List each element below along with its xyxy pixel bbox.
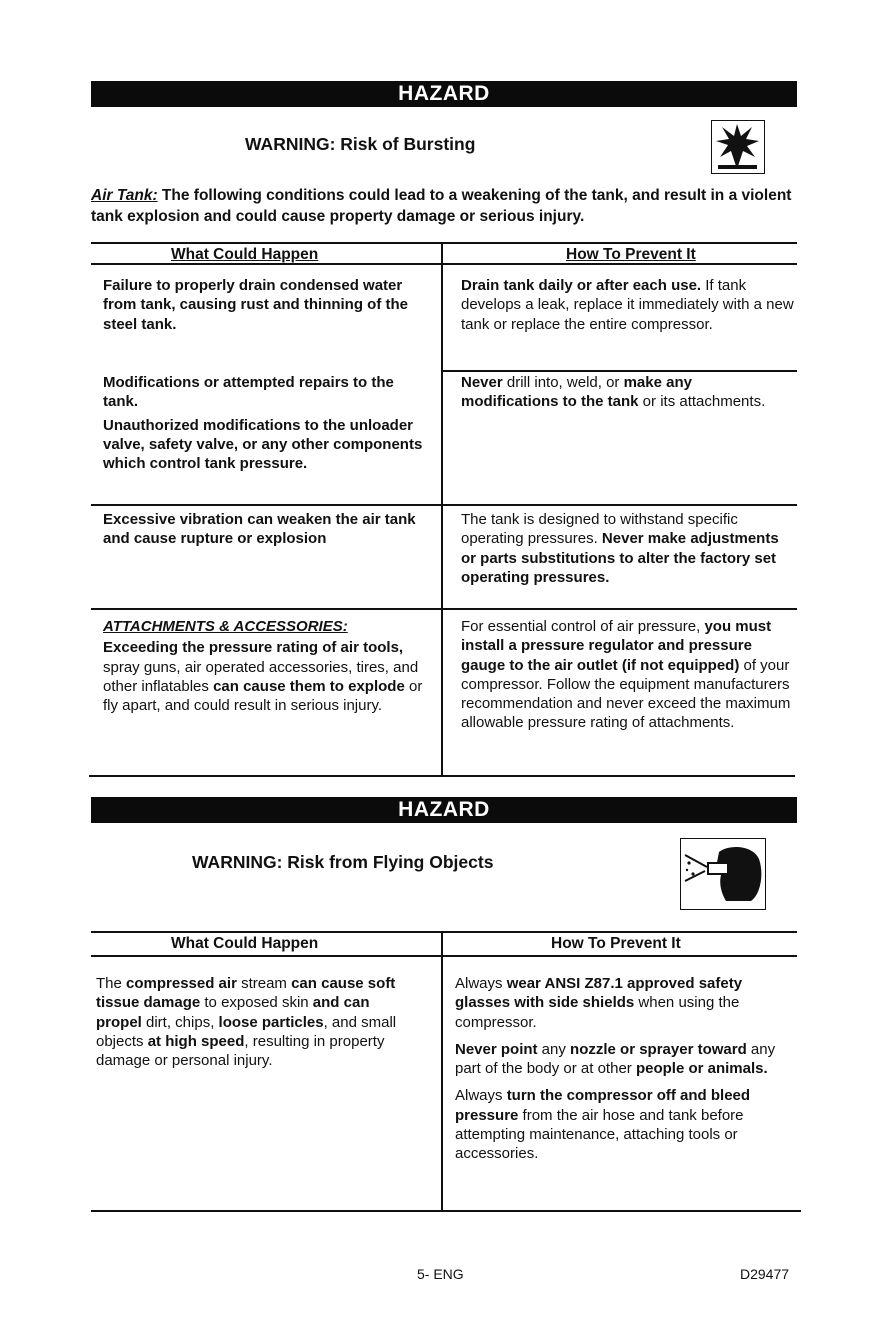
attachments-heading: ATTACHMENTS & ACCESSORIES: <box>103 618 348 635</box>
table2-header-rule <box>91 955 797 957</box>
table2-header-how-to-prevent: How To Prevent It <box>551 935 681 952</box>
prevent-cell-3: The tank is designed to withstand specific operating pressures. Never make adjustments or parts substitutions to alter the factory set operating pressures. <box>461 511 779 586</box>
air-tank-intro <box>91 185 801 227</box>
column-header-how-to-prevent: How To Prevent It <box>566 246 696 263</box>
table2-prevent-cell <box>455 974 797 1168</box>
table2-happen-cell: The compressed air stream can cause soft tissue damage to exposed skin and can propel dirt, chips, loose particles, and small objects at high speed, resulting in property damage or personal injury. <box>96 975 397 1070</box>
row-rule-3 <box>91 608 797 610</box>
table2-bottom-rule <box>91 1210 801 1212</box>
face-shield-icon <box>680 838 766 910</box>
prevent-paragraph-bleed: Always turn the compressor off and bleed pressure from the air hose and tank before attempting maintenance, attaching tools or accessories. <box>455 1087 751 1163</box>
table-bottom-rule <box>89 775 795 777</box>
column-divider <box>441 243 443 776</box>
happen-cell-3: Excessive vibration can weaken the air tank and cause rupture or explosion <box>103 511 416 548</box>
document-code: D29477 <box>740 1266 790 1282</box>
prevent-cell-4: For essential control of air pressure, you must install a pressure regulator and pressure gauge to the air outlet (if not equipped) of your compressor. Follow the equipment manufacturers recommendation and never exceed the maximum allowable pressure rating of attachments. <box>461 618 791 732</box>
happen-cell-4: ATTACHMENTS & ACCESSORIES: Exceeding the pressure rating of air tools, spray guns, air operated accessories, tires, and other inflatables can cause them to explode or fly apart, and could result in serious injury. <box>103 617 433 715</box>
explosion-icon <box>711 120 765 174</box>
happen-cell-2: Modifications or attempted repairs to the tank. Unauthorized modifications to the unloader valve, safety valve, or any other components which control tank pressure. <box>103 374 423 473</box>
table2-header-what-could-happen: What Could Happen <box>171 935 319 952</box>
prevent-paragraph-glasses: Always wear ANSI Z87.1 approved safety glasses with side shields when using the compressor. <box>455 975 743 1031</box>
row-rule-2 <box>91 504 797 506</box>
column-header-what-could-happen: What Could Happen <box>171 246 319 263</box>
table2-column-divider <box>441 932 443 1211</box>
page-number: 5- ENG <box>417 1266 464 1282</box>
prevent-cell-2: Never drill into, weld, or make any modifications to the tank or its attachments. <box>461 374 766 411</box>
prevent-paragraph-never-point: Never point any nozzle or sprayer toward any part of the body or at other people or animals. <box>455 1040 776 1078</box>
hazard-banner-2: HAZARD <box>91 797 797 823</box>
row-rule-1 <box>441 370 797 372</box>
intro-lead: Air Tank: <box>91 187 158 204</box>
table-top-rule <box>91 242 797 244</box>
prevent-cell-1: Drain tank daily or after each use. If tank develops a leak, replace it immediately with a new tank or replace the entire compressor. <box>461 277 794 333</box>
intro-text: The following conditions could lead to a weakening of the tank, and result in a violent tank explosion and could cause property damage or serious injury. <box>91 187 792 225</box>
happen-cell-1: Failure to properly drain condensed water from tank, causing rust and thinning of the steel tank. <box>103 277 409 333</box>
table2-top-rule <box>91 931 797 933</box>
hazard-banner-1: HAZARD <box>91 81 797 107</box>
warning-title-flying-objects: WARNING: Risk from Flying Objects <box>192 852 494 872</box>
warning-title-bursting: WARNING: Risk of Bursting <box>245 134 476 154</box>
